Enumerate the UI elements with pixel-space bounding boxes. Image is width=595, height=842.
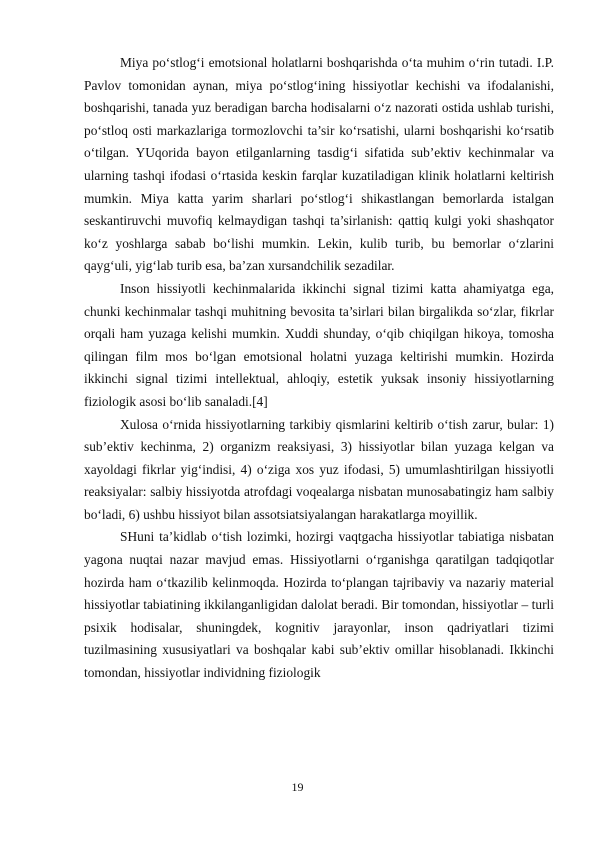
body-paragraph-3: Xulosa o‘rnida hissiyotlarning tarkibiy qismlarini keltirib o‘tish zarur, bular: 1) sub’ektiv kechinma, 2) organizm reaksiyasi, 3) hissiyotlar bilan yuzaga kelgan va xayoldagi fikrlar yig‘indisi, 4) o‘ziga xos yuz ifodasi, 5) umumlashtirilgan hissiyotli reaksiyalar: salbiy hissiyotda atrofdagi voqealarga nisbatan munosabatingiz ham salbiy bo‘ladi, 6) ushbu hissiyot bilan assotsiatsiyalangan harakatlarga moyillik.	[84, 416, 554, 522]
body-paragraph-2: Inson hissiyotli kechinmalarida ikkinchi signal tizimi katta ahamiyatga ega, chunki kechinmalar tashqi muhitning bevosita ta’sirlari bilan birgalikda so‘zlar, fikrlar orqali ham yuzaga kelishi mumkin. Xuddi shunday, o‘qib chiqilgan hikoya, tomosha qilingan film mos bo‘lgan emotsional holatni yuzaga keltirishi mumkin. Hozirda ikkinchi signal tizimi intellektual, ahloqiy, estetik yuksak insoniy hissiyotlarning fiziologik asosi bo‘lib sanaladi.[4]	[84, 280, 554, 409]
page-number: 19	[291, 780, 304, 794]
body-paragraph-1: Miya po‘stlog‘i emotsional holatlarni boshqarishda o‘ta muhim o‘rin tutadi. I.P. Pavlov tomonidan aynan, miya po‘stlog‘ining hissiyotlar kechishi va ifodalanishi, boshqarishi, tanada yuz beradigan barcha hodisalarni o‘z nazorati ostida ushlab turishi, po‘stloq osti markazlariga tormozlovchi ta’sir ko‘rsatishi, ularni boshqarishi ko‘rsatib o‘tilgan. YUqorida bayon etilganlarning tasdig‘i sifatida sub’ektiv kechinmalar va ularning tashqi ifodasi o‘rtasida keskin farqlar kuzatiladigan klinik holatlarni keltirish mumkin. Miya katta yarim sharlari po‘stlog‘i shikastlangan bemorlarda istalgan seskantiruvchi muvofiq kelmaydigan tashqi ta’sirlanish: qattiq kulgi yoki shashqator ko‘z yoshlarga sabab bo‘lishi mumkin. Lekin, kulib turib, bu bemorlar o‘zlarini qayg‘uli, yig‘lab turib esa, ba’zan xursandchilik sezadilar.	[84, 55, 554, 274]
body-paragraph-4: SHuni ta’kidlab o‘tish lozimki, hozirgi vaqtgacha hissiyotlar tabiatiga nisbatan yagona nuqtai nazar mavjud emas. Hissiyotlarni o‘rganishga qaratilgan tadqiqotlar hozirda ham o‘tkazilib kelinmoqda. Hozirda to‘plangan tajribaviy va nazariy material hissiyotlar tabiatining ikkilanganligidan dalolat beradi. Bir tomondan, hissiyotlar – turli psixik hodisalar, shuningdek, kognitiv jarayonlar, inson qadriyatlari tizimi tuzilmasining xususiyatlari va boshqalar kabi sub’ektiv omillar hisoblanadi. Ikkinchi tomondan, hissiyotlar individning fiziologik	[84, 529, 554, 681]
document-page	[84, 52, 554, 685]
